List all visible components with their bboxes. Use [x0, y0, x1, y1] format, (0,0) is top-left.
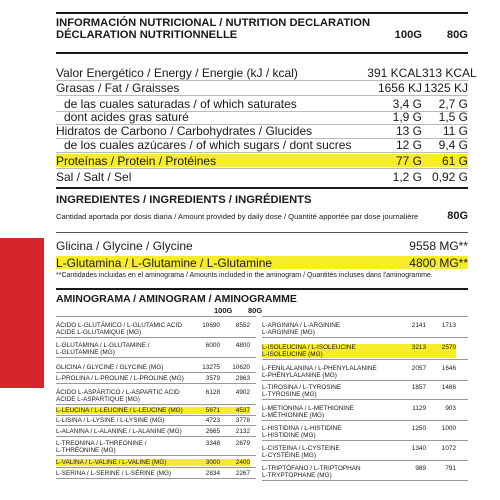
nutrition-value-100g: 13 G: [395, 123, 422, 138]
ingredients-title: INGREDIENTES / INGREDIENTS / INGRÉDIENTS: [56, 194, 312, 206]
aminogram-right-header-line: [262, 316, 468, 317]
nutrition-value-80g: 11 G: [442, 123, 468, 138]
aminogram-row: [262, 322, 456, 336]
amino-name: L-CISTEINA / L-CYSTEINE L-CYSTÉINE (MG): [262, 445, 340, 460]
nutrition-value-100g: 1,9 G: [392, 109, 422, 124]
amino-value-100g: 3000: [205, 459, 220, 466]
nutrition-row: [56, 81, 468, 94]
ingredients-divider: [56, 232, 468, 233]
aminogram-row-divider: [56, 383, 256, 384]
nutrition-label: Sal / Salt / Sel: [56, 169, 132, 184]
amino-name: ÁCIDO L-GLUTÁMICO / L-GLUTAMIC ACID ACIDE L-GLUTAMIQUE (MG): [56, 322, 182, 337]
aminogram-row: [56, 440, 250, 454]
amino-value-100g: 1340: [411, 445, 426, 452]
amino-value-100g: 2834: [205, 470, 220, 477]
amino-name: L-ALANINA / L-ALANINE / L-ALANINE (MG): [56, 428, 182, 435]
nutrition-value-100g: 1656 KJ: [377, 80, 422, 95]
aminogram-row-divider: [262, 440, 468, 441]
amino-value-100g: 1857: [411, 384, 426, 391]
amino-value-100g: 1129: [412, 405, 426, 412]
amino-name: L-METIONINA / L-METHIONINE L-MÉTHIONINE (MG): [262, 405, 354, 420]
nutrition-row: [56, 65, 477, 80]
amino-name: L-TIROSINA / L-TYROSINE L-TYROSINE (MG): [262, 384, 342, 399]
aminogram-row: [56, 417, 250, 424]
amino-name: L-SERINA / L-SERINE / L-SÉRINE (MG): [56, 470, 172, 477]
nutrition-value-100g: 391 KCAL: [367, 65, 422, 80]
nutrition-label: Valor Energético / Energy / Energie (kJ / kcal): [56, 65, 298, 80]
nutrition-value-80g: 313 KCAL: [422, 65, 477, 80]
aminogram-row: [56, 375, 250, 382]
aminogram-row-divider: [262, 420, 468, 421]
nutrition-value-80g: 9,4 G: [438, 137, 468, 152]
amino-name: L-PROLINA / L-PROLINE / L-PROLINE (MG): [56, 375, 184, 382]
aminogram-row-divider: [262, 380, 468, 381]
amino-value-80g: 2267: [235, 470, 250, 477]
nutrition-value-80g: 61 G: [441, 153, 468, 168]
title-line2: DÉCLARATION NUTRITIONNELLE 100G 80G: [56, 29, 468, 41]
amino-value-100g: 1250: [411, 425, 426, 432]
amino-value-80g: 1000: [441, 425, 456, 432]
amino-value-80g: 1486: [441, 384, 456, 391]
nutrition-value-80g: 1,5 G: [438, 109, 468, 124]
amino-name: ÁCIDO L-ASPÁRTICO / L-ASPARTIC ACID ACIDE L-ASPARTIQUE (MG): [56, 389, 180, 404]
aminogram-row: [262, 365, 456, 379]
amino-value-80g: 4537: [235, 407, 250, 414]
title-line1: INFORMACIÓN NUTRICIONAL / NUTRITION DECLARATION: [56, 17, 371, 29]
amino-value-80g: 2863: [235, 375, 250, 382]
column-header-100g: 100G: [394, 29, 422, 41]
amino-name: L-FENILALANINA / L-PHENYLALANINE L-PHÉNYLALANINE (MG): [262, 365, 377, 380]
nutrition-value-80g: 2,7 G: [438, 96, 468, 111]
aminogram-row-divider: [262, 337, 468, 338]
aminogram-row: [262, 384, 456, 398]
aminogram-title: AMINOGRAMA / AMINOGRAM / AMINOGRAMME: [56, 293, 297, 305]
amino-value-80g: 2132: [235, 428, 250, 435]
aminogram-col-100g: 100G: [214, 306, 233, 315]
aminogram-row: [56, 428, 250, 435]
nutrition-divider: [56, 187, 468, 189]
amino-value-100g: 4723: [205, 417, 220, 424]
dose-value: 80G: [447, 210, 468, 222]
nutrition-row: [56, 170, 468, 183]
nutrition-value-80g: 1325 KJ: [423, 80, 468, 95]
ingredient-row: Glicina / Glycine / Glycine 9558 MG**: [56, 238, 468, 253]
nutrition-label: Proteínas / Protein / Protéines: [56, 153, 217, 168]
title-divider: [56, 52, 468, 54]
amino-name: L-TRIPTÓFANO / L-TRIPTOPHAN L-TRYPTOPHANE (MG): [262, 465, 361, 480]
amino-value-100g: 2665: [205, 428, 220, 435]
aminogram-row: [262, 445, 456, 459]
amino-value-80g: 2400: [235, 459, 250, 466]
top-border: [56, 12, 468, 14]
amino-value-80g: 903: [445, 405, 456, 412]
amino-value-100g: 13275: [202, 364, 220, 371]
nutrition-row: [56, 97, 468, 110]
aminogram-row-divider: [56, 415, 256, 416]
nutrition-value-100g: 1,2 G: [392, 169, 422, 184]
nutrition-label: dont acides gras saturé: [64, 109, 189, 124]
aminogram-row: [56, 470, 250, 477]
nutrition-label: de las cuales saturadas / of which saturates: [64, 96, 297, 111]
amino-value-80g: 8552: [235, 322, 250, 329]
amino-value-80g: 1072: [441, 445, 456, 452]
amino-value-80g: 2679: [235, 440, 250, 447]
aminogram-row: [56, 342, 250, 356]
aminogram-row-highlighted: [262, 344, 456, 358]
ingredient-row-highlighted: L-Glutamina / L-Glutamine / L-Glutamine 4800 MG**: [56, 255, 468, 270]
nutrition-value-100g: 3,4 G: [392, 96, 422, 111]
nutrition-value-100g: 77 G: [395, 153, 422, 168]
amino-value-100g: 6128: [205, 389, 220, 396]
amino-name: L-GLUTAMINA / L-GLUTAMINE / L-GLUTAMINE (MG): [56, 342, 150, 357]
amino-value-80g: 10620: [232, 364, 250, 371]
amino-value-100g: 6000: [205, 342, 220, 349]
aminogram-row: [262, 425, 456, 439]
amino-value-100g: 3348: [205, 440, 220, 447]
amino-name: L-HISTIDINA / L-HISTIDINE L-HISTIDINE (MG): [262, 425, 342, 440]
amino-value-100g: 2141: [411, 322, 426, 329]
amino-name: L-LISINA / L-LYSINE / L-LYSINE (MG): [56, 417, 165, 424]
amino-value-80g: 4800: [235, 342, 250, 349]
aminogram-row-divider: [56, 337, 256, 338]
aminogram-row-divider: [56, 467, 256, 468]
amino-value-100g: 10690: [202, 322, 220, 329]
nutrition-value-80g: 0,92 G: [431, 169, 468, 184]
amino-name: L-VALINA / L-VALINE / L-VALINE (MG): [56, 459, 167, 466]
amino-value-100g: 3213: [411, 344, 426, 351]
amino-value-80g: 791: [445, 465, 456, 472]
amino-value-80g: 1646: [441, 365, 456, 372]
amino-value-100g: 2057: [411, 365, 426, 372]
amino-value-80g: 2570: [441, 344, 456, 351]
nutrition-label: Grasas / Fat / Graisses: [56, 80, 180, 95]
amino-value-100g: 3579: [205, 375, 220, 382]
amino-value-100g: 989: [415, 465, 426, 472]
nutrition-label: Hidratos de Carbono / Carbohydrates / Glucides: [56, 123, 313, 138]
aminogram-row-divider: [56, 425, 256, 426]
aminogram-row-highlighted: [56, 407, 250, 414]
red-accent-bar: [0, 238, 44, 388]
amino-value-100g: 5671: [205, 407, 220, 414]
aminogram-divider: [56, 288, 468, 290]
aminogram-row-divider: [56, 436, 256, 437]
amino-name: L-TREONINA / L-THREONINE / L-THRÉONINE (MG): [56, 440, 147, 455]
aminogram-row: [56, 364, 250, 371]
aminogram-row: [262, 465, 456, 479]
amino-name: GLICINA / GLYCINE / GLYCINE (MG): [56, 364, 164, 371]
nutrition-label-panel: [56, 12, 477, 500]
amino-value-80g: 3778: [235, 417, 250, 424]
nutrition-row: [56, 110, 468, 123]
aminogram-row: [56, 389, 250, 403]
aminogram-row-divider: [56, 372, 256, 373]
aminogram-col-80g: 80G: [248, 306, 263, 315]
amino-value-80g: 1713: [441, 322, 456, 329]
amino-value-80g: 4902: [235, 389, 250, 396]
aminogram-row-divider: [56, 404, 256, 405]
aminogram-row-divider: [56, 357, 256, 358]
aminogram-row-divider: [56, 478, 256, 479]
nutrition-label: de los cuales azúcares / of which sugars / dont sucres: [64, 137, 352, 152]
nutrition-row: [56, 138, 468, 151]
amino-name: L-ARGININA / L-ARGININE L-ARGININE (MG): [262, 322, 341, 337]
aminogram-row-divider: [262, 460, 468, 461]
nutrition-row-highlighted: [56, 154, 468, 167]
column-header-80g: 80G: [446, 29, 468, 41]
dose-row: Cantidad aportada por dosis diaria / Amount provided by daily dose / Quantité apportée par dose journalière 80G: [56, 210, 468, 222]
amino-name: L-ISOLEUCINA / L-ISOLEUCINE L-ISOLEUCINE (MG): [262, 344, 356, 359]
amino-name: L-LEUCINA / L-LEUCINE / L-LEUCINE (MG): [56, 407, 183, 414]
aminogram-left-header-line: [56, 316, 256, 317]
ingredients-footnote: **Cantidades incluidas en el aminograma / Amounts included in the aminogram / Quantités incluses dans l'aminogramme.: [56, 272, 433, 279]
aminogram-row-highlighted: [56, 459, 250, 466]
aminogram-row-divider: [262, 359, 468, 360]
aminogram-row: [56, 322, 250, 336]
aminogram-row: [262, 405, 456, 419]
aminogram-row-divider: [262, 399, 468, 400]
aminogram-row-divider: [262, 480, 468, 481]
aminogram-row-divider: [56, 455, 256, 456]
nutrition-row: [56, 124, 468, 137]
nutrition-value-100g: 12 G: [395, 137, 422, 152]
